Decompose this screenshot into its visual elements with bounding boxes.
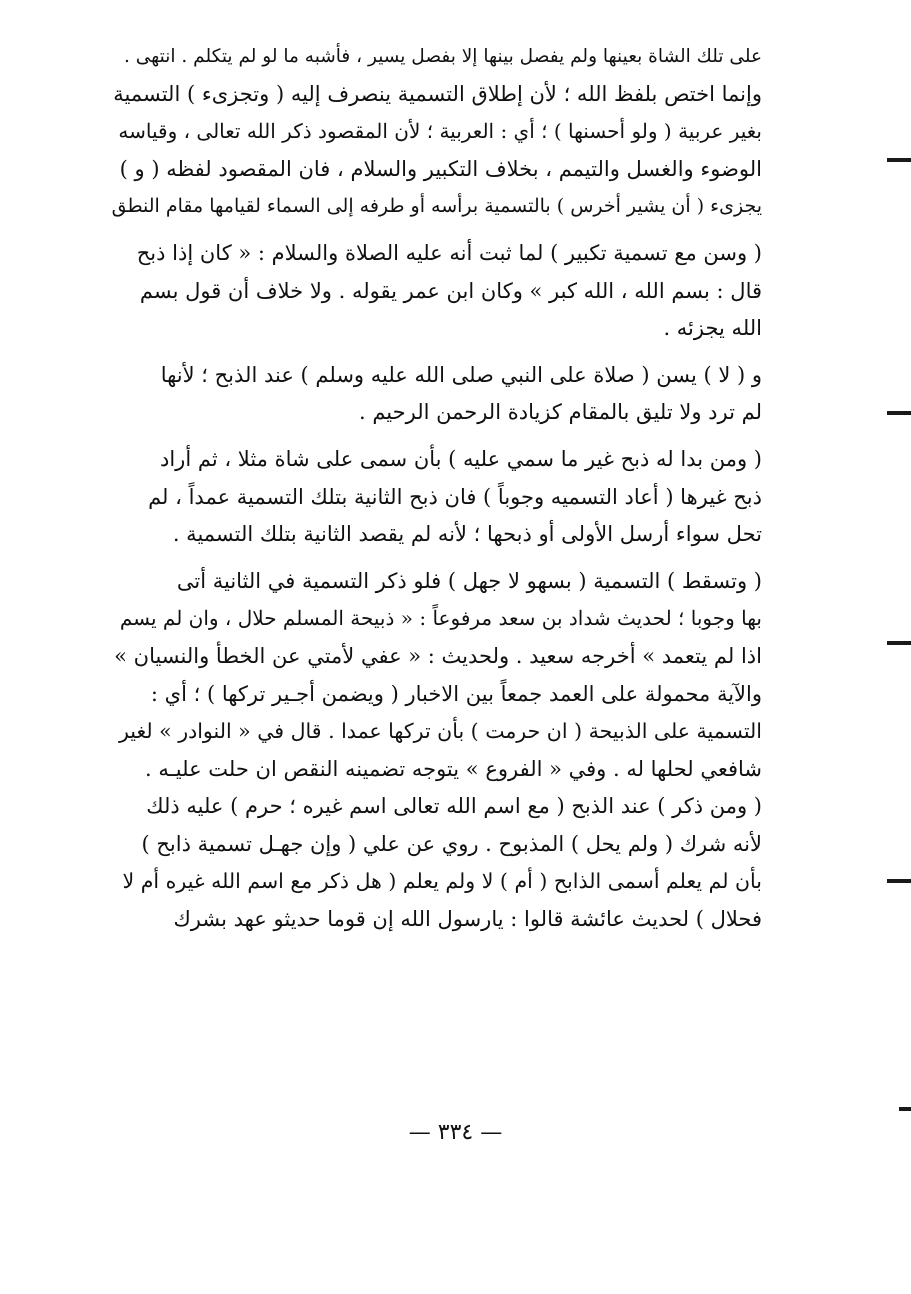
text-line: لأنه شرك ( ولم يحل ) المذبوح . روي عن علي ( وإن جهـل تسمية ذابح ) [141,831,762,856]
margin-mark [887,158,911,162]
text-line: فحلال ) لحديث عائشة قالوا : يارسول الله إن قوما حديثو عهد بشرك [173,907,762,932]
text-line: يجزىء ( أن يشير أخرس ) بالتسمية برأسه أو طرفه إلى السماء لقيامها مقام النطق [112,195,762,218]
text-line: ( وتسقط ) التسمية ( بسهو لا جهل ) فلو ذكر التسمية في الثانية أتى [176,568,762,593]
text-line: على تلك الشاة بعينها ولم يفصل بينها إلا بفصل يسير ، فأشبه ما لو لم يتكلم . انتهى . [123,46,762,67]
margin-mark [887,641,911,645]
text-line: ( ومن ذكر ) عند الذبح ( مع اسم الله تعالى اسم غيره ؛ حرم ) عليه ذلك [146,794,762,819]
text-line: الوضوء والغسل والتيمم ، بخلاف التكبير والسلام ، فان المقصود لفظه ( و ) [119,156,762,181]
text-line: قال : بسم الله ، الله كبر » وكان ابن عمر يقوله . ولا خلاف أن قول بسم [139,278,762,303]
text-line: و ( لا ) يسن ( صلاة على النبي صلى الله عليه وسلم ) عند الذبح ؛ لأنها [160,362,762,387]
text-line: ( وسن مع تسمية تكبير ) لما ثبت أنه عليه الصلاة والسلام : « كان إذا ذبح [136,240,762,265]
text-line: بغير عربية ( ولو أحسنها ) ؛ أي : العربية ؛ لأن المقصود ذكر الله تعالى ، وقياسه [118,119,762,144]
text-line: تحل سواء أرسل الأولى أو ذبحها ؛ لأنه لم يقصد الثانية بتلك التسمية . [172,522,762,547]
text-line: بها وجوبا ؛ لحديث شداد بن سعد مرفوعاً : « ذبيحة المسلم حلال ، وان لم يسم [119,606,762,631]
text-line: ( ومن بدا له ذبح غير ما سمي عليه ) بأن سمى على شاة مثلا ، ثم أراد [160,446,762,471]
text-line: بأن لم يعلم أسمى الذابح ( أم ) لا ولم يعلم ( هل ذكر مع اسم الله غيره أم لا [122,869,762,894]
page-number: — ٣٣٤ — [408,1120,503,1145]
text-line: التسمية على الذبيحة ( ان حرمت ) بأن تركها عمدا . قال في « النوادر » لغير [119,719,762,744]
text-line: الله يجزئه . [663,316,762,341]
margin-mark [887,411,911,415]
text-line: وإنما اختص بلفظ الله ؛ لأن إطلاق التسمية ينصرف إليه ( وتجزىء ) التسمية [113,81,762,106]
text-line: اذا لم يتعمد » أخرجه سعيد . ولحديث : « عفي لأمتي عن الخطأ والنسيان » [114,643,762,668]
text-line: ذبح غيرها ( أعاد التسميه وجوباً ) فان ذبح الثانية بتلك التسمية عمداً ، لم [148,484,762,509]
text-line: والآية محمولة على العمد جمعاً بين الاخبار ( ويضمن أجـير تركها ) ؛ أي : [150,681,762,706]
text-line: شافعي لحلها له . وفي « الفروع » يتوجه تضمينه النقص ان حلت عليـه . [145,756,762,781]
margin-mark [887,879,911,883]
text-line: لم ترد ولا تليق بالمقام كزيادة الرحمن الرحيم . [358,400,762,425]
main-text [112,38,762,939]
margin-mark [899,1107,911,1111]
